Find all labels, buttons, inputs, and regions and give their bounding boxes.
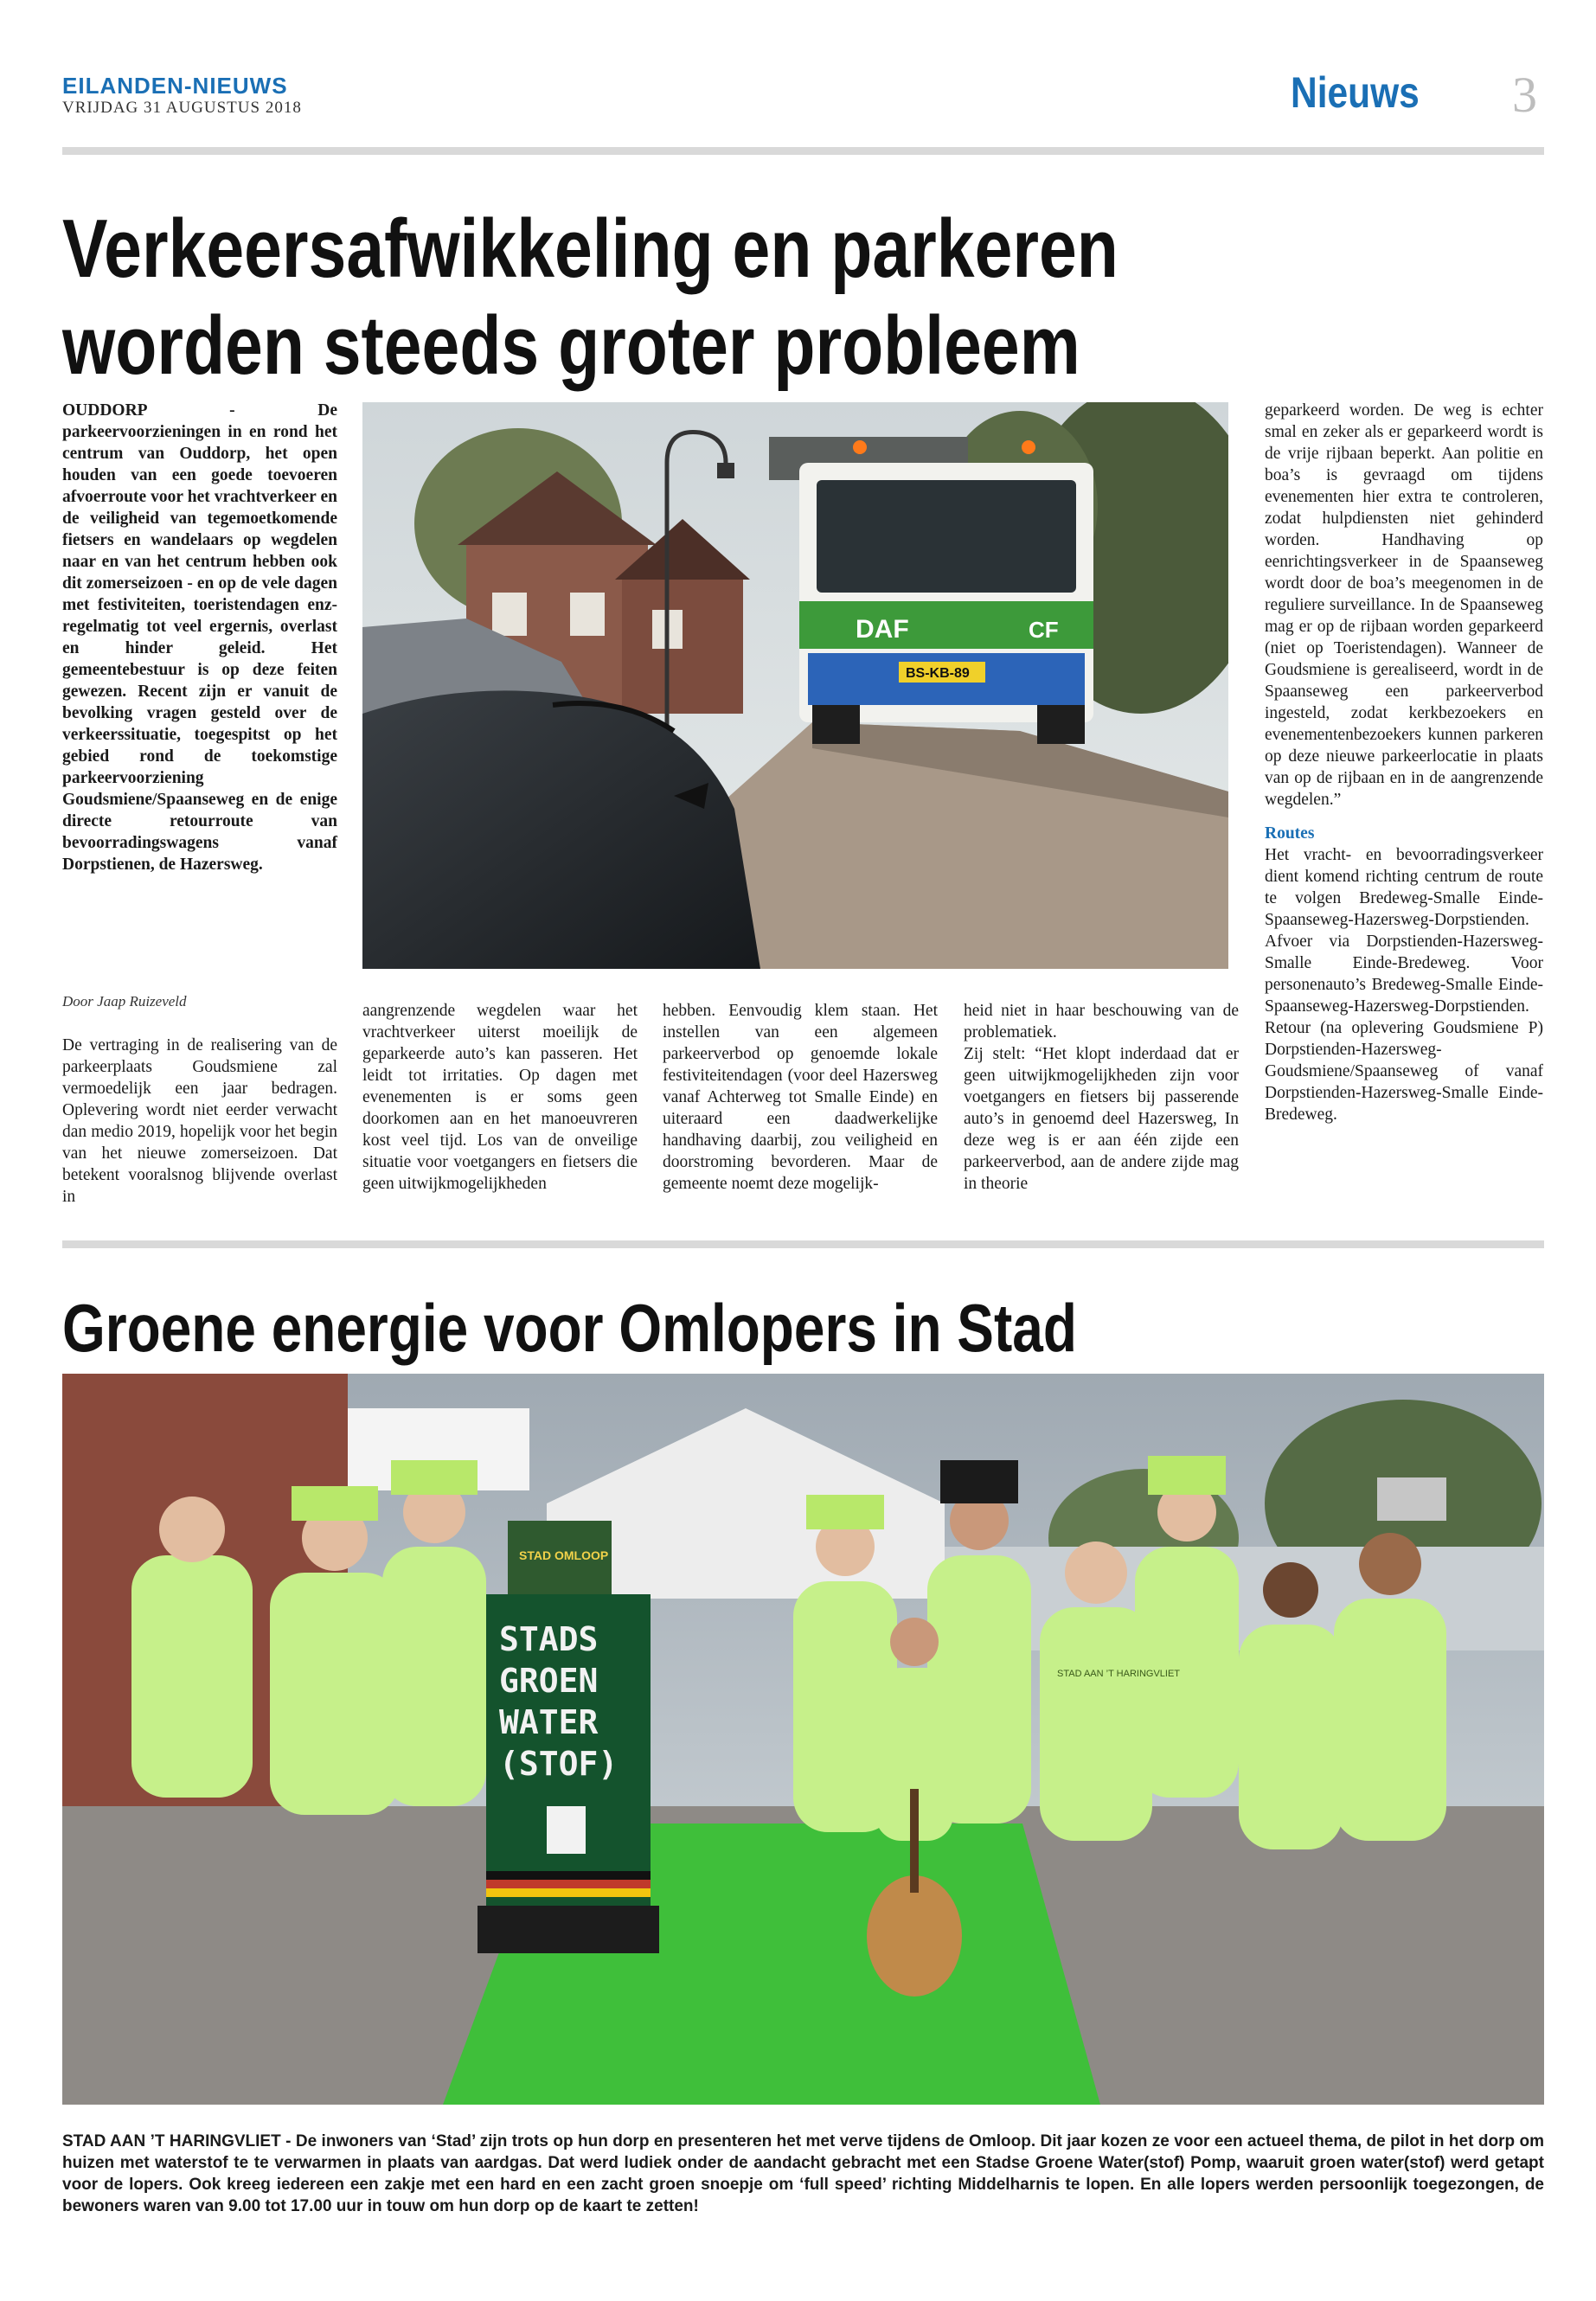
flag-stripe-black [486,1871,651,1880]
window [492,593,527,636]
lead-paragraph: OUDDORP - De parkeervoorzieningen in en rond het centrum van Ouddorp, het open houden van een goede toevoeren afvoerroute voor het vrachtverkeer en de veiligheid van tegemoetkomende fietsers en wandelaars op wegdelen naar en van het centrum hebben ook dit zomerseizoen - en op de vele dagen met festiviteiten, toeristendagen enz- regelmatig tot veel ergernis, overlast en hinder geleid. Het gemeentebestuur is op deze feiten gewezen. Recent zijn er vanuit de bevolking vragen gesteld over de verkeerssituatie, toegespitst op het gebied rond de toekomstige parkeervoorziening Goudsmiene/Spaanseweg en de enige directe retourroute van bevoorradingswagens vanaf Dorpstienen, de Hazersweg. [62,401,337,874]
truck-wheel [812,705,860,744]
person-head [159,1497,225,1562]
article1-column-3 [663,1000,938,1195]
green-top-hat [1148,1456,1226,1495]
body-paragraph: geparkeerd worden. De weg is echter smal en zeker als er geparkeerd wordt is de vrije rijbaan beperkt. Aan politie en boa’s is gevraagd om tijdens evenementen hier extra te controleren, zodat hulpdiensten niet gehinderd worden. Handhaving op eenrichtingsverkeer in de Spaanseweg wordt door de boa’s meegenomen in de reguliere surveillance. In de Spaanseweg mag er op de rijbaan worden geparkeerd (niet op Toeristendagen). Wanneer de Goudsmiene is gerealiseerd, wordt in de Spaanseweg een parkeerverbod ingesteld, zodat kerkbezoekers en evenementenbezoekers kunnen parkeren op deze nieuwe parkeerlocatie in plaats van op de rijbaan en in de aangrenzende wegdelen.” [1265,401,1543,809]
truck-beacon [853,440,867,454]
truck-windshield [817,480,1076,593]
article1-headline [62,201,1118,394]
section-title: Nieuws [1291,68,1420,117]
garbage-truck [769,437,1093,744]
person-head [1359,1533,1421,1595]
pump-base [478,1906,659,1953]
guitar [867,1875,962,1997]
headline-line-1: Verkeersafwikkeling en parkeren [62,202,1118,295]
truck-wheel [1037,705,1085,744]
issue-date: VRIJDAG 31 AUGUSTUS 2018 [62,99,302,117]
window [570,593,605,636]
photo-caption [62,2131,1544,2217]
headline-line-2: worden steeds groter probleem [62,299,1080,392]
byline: Door Jaap Ruizeveld [62,993,187,1009]
pump-text-line-2: GROEN [499,1662,599,1700]
masthead-logo: EILANDEN-NIEUWS [62,73,288,99]
body-paragraph: heid niet in haar beschouwing van de problematiek. [964,1002,1239,1042]
person-shirt [270,1573,400,1815]
person-shirt [1239,1625,1343,1849]
article2-photo [62,1374,1544,2105]
truck-beacon [1022,440,1035,454]
article1-photo [362,402,1228,969]
truck-model: CF [1029,617,1059,643]
article1-column-2 [362,1000,638,1195]
lamp-head [717,463,734,478]
shirt-print-text: STAD AAN ’T HARINGVLIET [1057,1669,1181,1679]
body-paragraph: aangrenzende wegdelen waar het vrachtverkeer uiterst moeilijk de geparkeerde auto’s kan passeren. Het leidt tot irritaties. Op dagen met evenementen is er soms geen doorkomen aan en het manoeuvreren kost veel tijd. Los van de onveilige situatie voor voetgangers en fietsers die geen uitwijkmogelijkheden [362,1002,638,1193]
green-top-hat [806,1495,884,1529]
green-top-hat [292,1486,378,1521]
child-head [890,1618,939,1666]
grey-cap [1377,1477,1446,1521]
flag-stripe-yellow [486,1888,651,1897]
pump-text-line-4: (STOF) [499,1745,619,1783]
guitar-neck [910,1789,919,1893]
article-divider [62,1240,1544,1248]
person-head [1065,1541,1127,1604]
caption-dateline: STAD AAN ’T HARINGVLIET - [62,2132,292,2150]
person-head [1263,1562,1318,1618]
pump-top-sign-text: STAD OMLOOP [519,1548,609,1562]
group-photo-illustration [62,1374,1544,2105]
article1-column-1 [62,1035,337,1208]
body-paragraph: De vertraging in de realisering van de parkeerplaats Goudsmiene zal vermoedelijk een jaar bedragen. Oplevering wordt niet eerder verwacht dan medio 2019, hopelijk voor het begin van het nieuwe zomerseizoen. Dat betekent vooralsnog blijvende overlast in [62,1036,337,1206]
body-paragraph: Zij stelt: “Het klopt inderdaad dat er geen uitwijkmogelijkheden zijn voor voetgangers en fietsers bij passerende auto’s in genoemd deel Hazersweg, In deze weg is er aan één zijde een parkeerverbod, aan de andere zijde mag in theorie [964,1045,1239,1193]
person-shirt [1334,1599,1446,1841]
flag-stripe-red [486,1880,651,1888]
subheading-routes: Routes [1265,824,1315,843]
person-shirt [131,1555,253,1798]
body-paragraph: Het vracht- en bevoorradingsverkeer dient komend richting centrum de route te volgen Bredeweg-Smalle Einde-Spaanseweg-Hazersweg-Dorpstienden. Afvoer via Dorpstienden-Hazersweg-Smalle Einde-Bredeweg. Voor personenauto’s Bredeweg-Smalle Einde-Spaanseweg-Hazersweg-Dorpstienden. Retour (na oplevering Goudsmiene P) Dorpstienden-Hazersweg-Goudsmiene/Spaanseweg of vanaf Dorpstienden-Hazersweg-Smalle Einde-Bredeweg. [1265,846,1543,1124]
truck-brand: DAF [856,615,909,644]
header-divider [62,147,1544,155]
pump-text-line-3: WATER [499,1703,599,1741]
article1-column-4 [964,1000,1239,1195]
article2-headline: Groene energie voor Omlopers in Stad [62,1290,1077,1366]
license-plate-text: BS-KB-89 [906,666,970,681]
person-shirt [382,1547,486,1806]
black-top-hat [940,1460,1018,1503]
page-number: 3 [1512,67,1537,123]
pump-coat-of-arms [547,1806,586,1854]
body-paragraph: hebben. Eenvoudig klem staan. Het instellen van een algemeen parkeerverbod op genoemde lokale festiviteitendagen (voor deel Hazersweg vanaf Achterweg tot Smalle Einde) en uiteraard een daadwerkelijke handhaving daarbij, zou veiligheid en doorstroming bevorderen. Maar de gemeente noemt deze mogelijk- [663,1002,938,1193]
article1-column-5 [1265,400,1543,1125]
article1-lead [62,400,337,875]
street-truck-illustration [362,402,1228,969]
harbour-background [945,1547,1544,1650]
green-top-hat [391,1460,478,1495]
caption-text: De inwoners van ‘Stad’ zijn trots op hun dorp en presenteren het met verve tijdens de Omloop. Dit jaar kozen ze voor een actueel thema, de pilot in het dorp om huizen met waterstof te te verwarmen in plaats van aardgas. Dat werd ludiek onder de aandacht gebracht met een Stadse Groene Water(stof) Pomp, waaruit groen water(stof) werd getapt voor de lopers. Ook kreeg iedereen een zakje met een hard en een zacht groen snoepje om ‘full speed’ richting Middelharnis te lopen. En alle lopers werden persoonlijk toegezongen, de bewoners waren van 9.00 tot 17.00 uur in touw om hun dorp op de kaart te zetten! [62,2132,1544,2215]
pump-text-line-1: STADS [499,1620,599,1658]
